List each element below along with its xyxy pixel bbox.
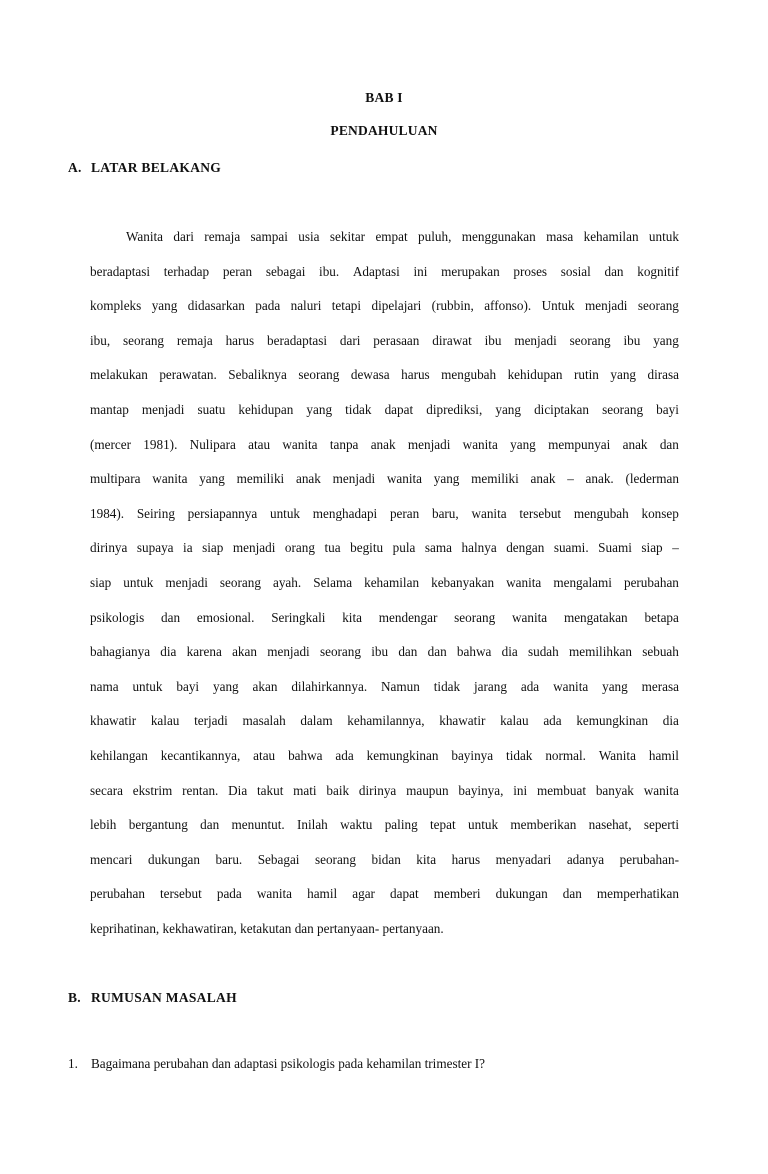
word: peran: [389, 505, 420, 521]
word: dirasa: [647, 367, 679, 383]
word: 1984).: [90, 505, 125, 521]
word: tersebut: [519, 505, 562, 521]
word: dirawat: [432, 332, 472, 348]
word: dia: [501, 644, 518, 660]
word: dirinya: [358, 782, 397, 798]
word: suatu: [197, 401, 226, 417]
word: paling: [384, 817, 418, 833]
word: puluh,: [418, 229, 452, 244]
word: pula: [392, 540, 416, 556]
word: kecantikannya,: [160, 747, 241, 763]
word: sosial: [560, 263, 591, 279]
word: persiapannya: [187, 505, 258, 521]
word: (mercer: [90, 436, 131, 452]
word: Selama: [313, 574, 353, 590]
word: memiliki: [471, 471, 519, 487]
word: tidak: [506, 747, 533, 763]
word: beradaptasi: [267, 332, 328, 348]
word: memilihkan: [569, 644, 632, 660]
word: peran: [222, 263, 253, 279]
word: wanita: [553, 678, 589, 694]
word: yang: [510, 436, 536, 452]
word: Adaptasi: [352, 263, 400, 279]
word: suami.: [553, 540, 589, 556]
word: wanita: [386, 471, 423, 487]
word: mengalami: [553, 574, 612, 590]
word: untuk: [269, 505, 301, 521]
word: baik: [326, 782, 350, 798]
word: menjadi: [332, 471, 376, 487]
chapter-number: BAB I: [365, 90, 403, 105]
word: banyak: [595, 782, 634, 798]
word: bayi: [656, 401, 679, 417]
word: kalau: [150, 713, 180, 729]
word: sebuah: [642, 644, 679, 660]
word: anak: [295, 471, 321, 487]
word: empat: [375, 229, 408, 244]
word: melakukan: [90, 367, 148, 383]
word: kebanyakan: [431, 574, 495, 590]
word: beradaptasi: [90, 263, 151, 279]
word: Sebagai: [257, 851, 300, 867]
word: yang: [306, 401, 333, 417]
word: dirinya: [90, 540, 128, 556]
word: secara: [90, 782, 123, 798]
word: merupakan: [441, 263, 500, 279]
word: kognitif: [637, 263, 679, 279]
section-number: A.: [68, 160, 82, 175]
word: bahagianya: [90, 644, 151, 660]
word: wanita: [282, 436, 318, 452]
paragraph-line: [90, 710, 679, 745]
word: ini: [413, 263, 428, 279]
word: dan: [604, 263, 624, 279]
word: bayinya,: [458, 782, 504, 798]
word: menjadi: [267, 644, 310, 660]
word: baru.: [215, 851, 243, 867]
word: dari: [339, 332, 361, 348]
word: menjadi: [141, 401, 185, 417]
word: wanita: [643, 782, 679, 798]
word: dari: [173, 229, 194, 244]
word: takut: [256, 782, 284, 798]
word: seorang: [298, 367, 340, 383]
word: untuk: [123, 574, 154, 590]
word: Suami: [598, 540, 632, 556]
word: pada: [255, 298, 281, 314]
word: anak: [622, 436, 648, 452]
word: ini: [513, 782, 528, 798]
word: kita: [342, 609, 362, 625]
word: akan: [232, 644, 257, 660]
word: lebih: [90, 817, 117, 833]
word: menjadi: [165, 574, 208, 590]
word: wanita: [256, 886, 293, 902]
word: bahwa: [288, 747, 323, 763]
word: yang: [151, 298, 178, 314]
word: remaja: [176, 332, 213, 348]
body-paragraph: [90, 226, 679, 952]
word: bayi: [176, 678, 200, 694]
word: khawatir: [439, 713, 486, 729]
word: halnya: [461, 540, 497, 556]
word: 1981).: [143, 436, 178, 452]
word: yang: [433, 471, 460, 487]
word: begitu: [350, 540, 384, 556]
word: dan: [200, 817, 220, 833]
word: ibu,: [90, 332, 111, 348]
word: adanya: [566, 851, 605, 867]
word: masalah: [242, 713, 286, 729]
word: wanita: [471, 505, 507, 521]
word: emosional.: [196, 609, 255, 625]
word: atau: [248, 436, 271, 452]
word: masa: [546, 229, 574, 244]
word: kehidupan: [507, 367, 563, 383]
section-heading-rumusan-masalah: [68, 990, 237, 1006]
paragraph-line: [90, 261, 679, 296]
word: menjadi: [584, 298, 628, 314]
paragraph-line: [90, 295, 679, 330]
word: memberikan: [510, 817, 577, 833]
word: ia: [183, 540, 193, 556]
word: khawatir: [90, 713, 137, 729]
word: ibu.: [319, 263, 340, 279]
word: perasaan: [373, 332, 420, 348]
paragraph-line: [90, 364, 679, 399]
word: kehidupan: [238, 401, 294, 417]
word: yang: [610, 367, 637, 383]
word: supaya: [136, 540, 174, 556]
word: wanita: [462, 436, 498, 452]
word: (rubbin,: [431, 298, 474, 314]
word: dewasa: [350, 367, 390, 383]
word: bayinya: [451, 747, 494, 763]
paragraph-line: [90, 849, 679, 884]
word: seorang: [123, 332, 165, 348]
word: dipelajari: [371, 298, 422, 314]
word: sampai: [250, 229, 288, 244]
chapter-title: PENDAHULUAN: [330, 123, 438, 138]
word: untuk: [132, 678, 163, 694]
word: dalam: [300, 713, 333, 729]
word: untuk: [468, 817, 499, 833]
word: seorang: [219, 574, 261, 590]
word: seorang: [569, 332, 611, 348]
word: kehamilan: [364, 574, 420, 590]
word: anak: [370, 436, 396, 452]
word: naluri: [290, 298, 322, 314]
word: anak: [530, 471, 556, 487]
word: dan: [398, 644, 418, 660]
word: ibu: [371, 644, 389, 660]
word: bahwa: [456, 644, 492, 660]
word: siap: [90, 574, 112, 590]
word: dan: [161, 609, 181, 625]
word: mantap: [90, 401, 129, 417]
word: ibu: [623, 332, 641, 348]
word: kemungkinan: [366, 747, 439, 763]
word: normal.: [545, 747, 586, 763]
word: mengubah: [573, 505, 629, 521]
word: mendengar: [378, 609, 438, 625]
word: Sebaliknya: [228, 367, 287, 383]
paragraph-line: [90, 918, 679, 953]
word: menjadi: [407, 436, 451, 452]
word: ayah.: [272, 574, 302, 590]
word: kehamilan: [583, 229, 639, 244]
word: dukungan: [147, 851, 200, 867]
word: orang: [284, 540, 315, 556]
word: dia: [160, 644, 177, 660]
word: ekstrim: [132, 782, 173, 798]
paragraph-line: [90, 607, 679, 642]
word: terjadi: [194, 713, 228, 729]
word: perawatan.: [159, 367, 217, 383]
word: seorang: [637, 298, 679, 314]
word: multipara: [90, 471, 141, 487]
word: proses: [513, 263, 548, 279]
word: seperti: [643, 817, 679, 833]
word: wanita: [506, 574, 542, 590]
word: kehilangan: [90, 747, 148, 763]
word: untuk: [648, 229, 679, 244]
list-item: [68, 1056, 485, 1072]
word: usia: [298, 229, 320, 244]
word: diprediksi,: [426, 401, 483, 417]
word: perubahan-: [619, 851, 679, 867]
word: remaja: [204, 229, 241, 244]
word: psikologis: [90, 609, 145, 625]
section-title: LATAR BELAKANG: [91, 160, 222, 175]
word: waktu: [340, 817, 373, 833]
word: agar: [352, 886, 375, 902]
word: yang: [199, 471, 225, 487]
word: mati: [293, 782, 317, 798]
word: memiliki: [236, 471, 285, 487]
word: konsep: [641, 505, 679, 521]
word: siap: [641, 540, 663, 556]
word: dapat: [390, 886, 419, 902]
word: nama: [90, 678, 119, 694]
word: tua: [324, 540, 341, 556]
word: menghadapi: [312, 505, 378, 521]
word: menjadi: [232, 540, 276, 556]
paragraph-line: [90, 226, 679, 261]
word: dia: [662, 713, 679, 729]
paragraph-line: [90, 399, 679, 434]
word: didasarkan: [187, 298, 245, 314]
word: harus: [401, 367, 430, 383]
word: ibu: [484, 332, 502, 348]
word: (lederman: [625, 471, 679, 487]
section-heading-latar-belakang: [68, 160, 221, 176]
word: mengubah: [441, 367, 497, 383]
word: Dia: [228, 782, 248, 798]
word: memperhatikan: [596, 886, 679, 902]
word: baru,: [431, 505, 459, 521]
word: sebagai: [265, 263, 306, 279]
word: rentan.: [182, 782, 219, 798]
word: pada: [216, 886, 242, 902]
word: mencari: [90, 851, 133, 867]
word: dilahirkannya.: [291, 678, 368, 694]
word: tetapi: [331, 298, 362, 314]
word: tersebut: [160, 886, 202, 902]
word: Nulipara: [189, 436, 236, 452]
word: ada: [520, 678, 540, 694]
word: bidan: [371, 851, 401, 867]
word: akan: [252, 678, 278, 694]
paragraph-line: [90, 468, 679, 503]
line-text: keprihatinan, kekhawatiran, ketakutan dan pertanyaan- pertanyaan.: [90, 920, 444, 936]
word: mempunyai: [548, 436, 611, 452]
word: tepat: [430, 817, 456, 833]
word: –: [567, 471, 574, 487]
word: menjadi: [514, 332, 557, 348]
word: dukungan: [495, 886, 548, 902]
word: perubahan: [90, 886, 145, 902]
word: merasa: [641, 678, 679, 694]
word: seorang: [602, 401, 644, 417]
paragraph-line: [90, 434, 679, 469]
word: seorang: [314, 851, 356, 867]
list-item-text: Bagaimana perubahan dan adaptasi psikologis pada kehamilan trimester I?: [91, 1056, 486, 1071]
word: menyadari: [495, 851, 552, 867]
word: Namun: [381, 678, 420, 694]
word: dan: [427, 644, 447, 660]
word: dan: [659, 436, 679, 452]
paragraph-line: [90, 814, 679, 849]
word: perubahan: [623, 574, 679, 590]
word: diciptakan: [534, 401, 589, 417]
word: yang: [495, 401, 521, 417]
paragraph-line: [90, 641, 679, 676]
word: terhadap: [163, 263, 210, 279]
word: yang: [602, 678, 628, 694]
word: wanita: [152, 471, 188, 487]
word: yang: [653, 332, 679, 348]
paragraph-line: [90, 780, 679, 815]
word: menggunakan: [461, 229, 536, 244]
word: sama: [424, 540, 452, 556]
word: Untuk: [541, 298, 575, 314]
paragraph-line: [90, 537, 679, 572]
word: Wanita: [598, 747, 636, 763]
word: yang: [213, 678, 239, 694]
word: tidak: [345, 401, 372, 417]
list-item-number: 1.: [68, 1056, 78, 1071]
word: –: [672, 540, 679, 556]
word: tidak: [433, 678, 461, 694]
word: ada: [543, 713, 562, 729]
word: Inilah: [297, 817, 328, 833]
word: maupun: [406, 782, 449, 798]
word: dan: [562, 886, 582, 902]
paragraph-line: [90, 883, 679, 918]
word: membuat: [536, 782, 587, 798]
word: anak.: [585, 471, 614, 487]
word: betapa: [644, 609, 679, 625]
word: Wanita: [126, 229, 164, 244]
word: sekitar: [329, 229, 366, 244]
paragraph-line: [90, 676, 679, 711]
word: bergantung: [128, 817, 188, 833]
word: dapat: [384, 401, 414, 417]
word: karena: [186, 644, 222, 660]
word: kalau: [500, 713, 529, 729]
word: nasehat,: [588, 817, 632, 833]
paragraph-line: [90, 330, 679, 365]
word: rutin: [573, 367, 599, 383]
word: Seiring: [136, 505, 175, 521]
word: hamil: [307, 886, 338, 902]
word: seorang: [319, 644, 361, 660]
word: tanpa: [329, 436, 359, 452]
section-title: RUMUSAN MASALAH: [91, 990, 237, 1005]
section-number: B.: [68, 990, 81, 1005]
word: jarang: [474, 678, 507, 694]
paragraph-line: [90, 572, 679, 607]
word: sudah: [527, 644, 559, 660]
word: Seringkali: [271, 609, 326, 625]
paragraph-line: [90, 745, 679, 780]
word: siap: [202, 540, 224, 556]
word: atau: [253, 747, 276, 763]
word: affonso).: [484, 298, 532, 314]
word: memberi: [433, 886, 481, 902]
word: hamil: [648, 747, 679, 763]
word: kehamilannya,: [347, 713, 425, 729]
word: wanita: [511, 609, 548, 625]
paragraph-line: [90, 503, 679, 538]
word: dengan: [506, 540, 545, 556]
word: ada: [335, 747, 354, 763]
word: harus: [451, 851, 481, 867]
word: kita: [416, 851, 437, 867]
word: seorang: [454, 609, 496, 625]
word: kompleks: [90, 298, 142, 314]
word: menuntut.: [231, 817, 285, 833]
word: kemungkinan: [576, 713, 649, 729]
word: mengatakan: [563, 609, 628, 625]
word: harus: [225, 332, 255, 348]
